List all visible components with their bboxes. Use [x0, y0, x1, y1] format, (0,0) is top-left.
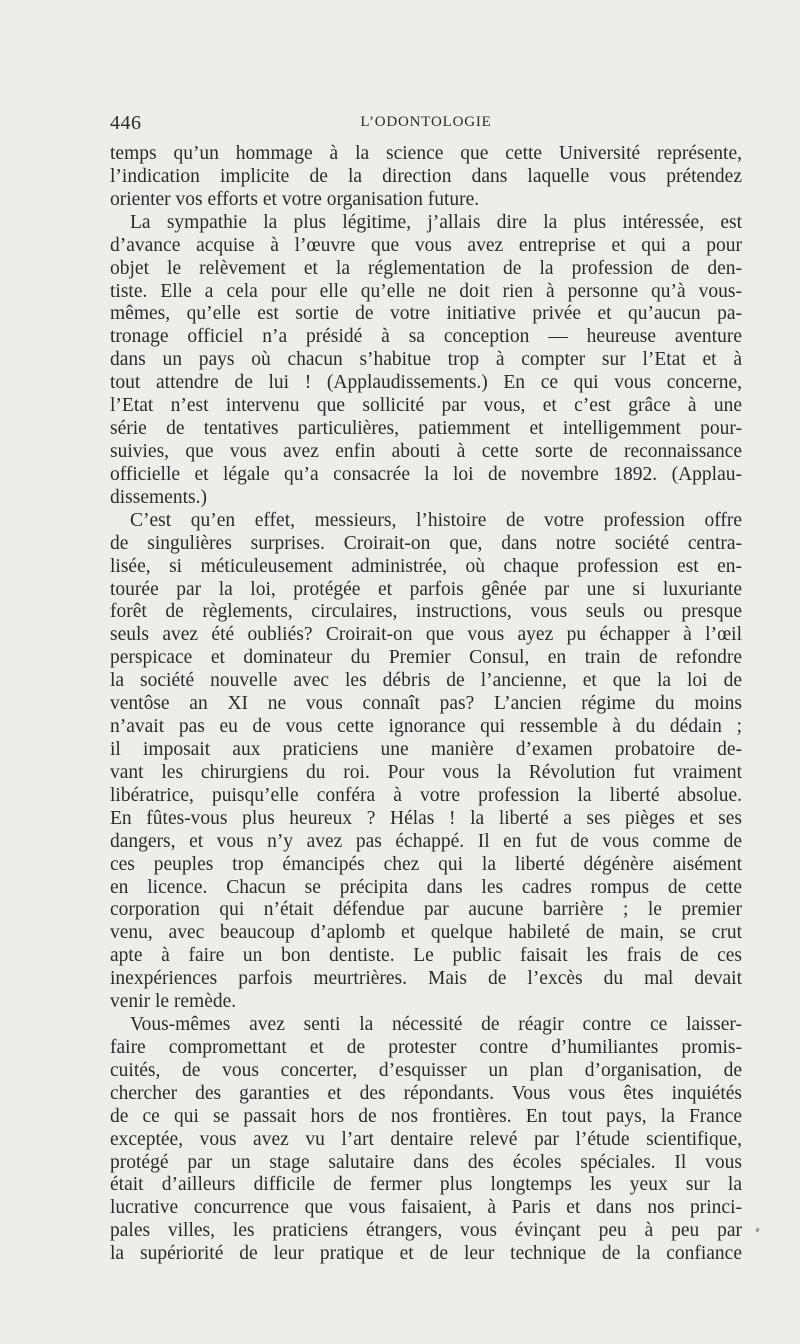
text-line: de ce qui se passait hors de nos frontières. En tout pays, la France [110, 1105, 742, 1127]
text-line: était d’ailleurs difficile de fermer plus longtemps les yeux sur la [110, 1174, 742, 1196]
text-line: vant les chirurgiens du roi. Pour vous la Révolution fut vraiment [110, 761, 742, 783]
text-line: apte à faire un bon dentiste. Le public faisait les frais de ces [110, 945, 742, 967]
text-line: pales villes, les praticiens étrangers, vous évinçant peu à peu par [110, 1220, 742, 1242]
text-line: forêt de règlements, circulaires, instructions, vous seuls ou presque [110, 601, 742, 623]
text-line: venir le remède. [110, 991, 237, 1013]
running-head [110, 112, 742, 136]
text-line: n’avait pas eu de vous cette ignorance qui ressemble à du dédain ; [110, 716, 742, 738]
text-line: chercher des garanties et des répondants. Vous vous êtes inquiétés [110, 1082, 742, 1104]
margin-speck [755, 1228, 759, 1233]
text-line: orienter vos efforts et votre organisation future. [110, 188, 480, 210]
text-line: suivies, que vous avez enfin abouti à cette sorte de reconnaissance [110, 440, 742, 462]
text-line: lisée, si méticuleusement administrée, où chaque profession est en- [110, 555, 742, 577]
text-line: corporation qui n’était défendue par aucune barrière ; le premier [110, 899, 742, 921]
page-number: 446 [110, 112, 142, 134]
text-line: l’indication implicite de la direction dans laquelle vous prétendez [110, 165, 742, 187]
text-line: mêmes, qu’elle est sortie de votre initiative privée et qu’aucun pa- [110, 303, 742, 325]
text-line: dangers, et vous n’y avez pas échappé. Il en fut de vous comme de [110, 830, 742, 852]
text-line: exceptée, vous avez vu l’art dentaire relevé par l’étude scientifique, [110, 1128, 742, 1150]
text-line: inexpériences parfois meurtrières. Mais de l’excès du mal devait [110, 968, 742, 990]
text-line: objet le relèvement et la réglementation de la profession de den- [110, 257, 742, 279]
text-line: cuités, de vous concerter, d’esquisser un plan d’organisation, de [110, 1059, 742, 1081]
text-line: il imposait aux praticiens une manière d’examen probatoire de- [110, 738, 742, 760]
body-text [110, 143, 742, 1266]
text-line: Vous-mêmes avez senti la nécessité de réagir contre ce laisser- [130, 1014, 742, 1036]
text-line: temps qu’un hommage à la science que cette Université représente, [110, 143, 742, 164]
text-line: seuls avez été oubliés? Croirait-on que vous ayez pu échapper à l’œil [110, 624, 742, 646]
text-line: lucrative concurrence que vous faisaient, à Paris et dans nos princi- [110, 1197, 742, 1219]
text-line: ventôse an XI ne vous connaît pas? L’ancien régime du moins [110, 693, 742, 715]
text-line: la société nouvelle avec les débris de l’ancienne, et que la loi de [110, 670, 742, 692]
text-line: libératrice, puisqu’elle conféra à votre profession la liberté absolue. [110, 784, 742, 806]
text-line: faire compromettant et de protester contre d’humiliantes promis- [110, 1036, 742, 1058]
text-line: en licence. Chacun se précipita dans les cadres rompus de cette [110, 876, 742, 898]
text-line: série de tentatives particulières, patiemment et intelligemment pour- [110, 418, 742, 440]
text-line: dissements.) [110, 486, 207, 508]
text-line: protégé par un stage salutaire dans des écoles spéciales. Il vous [110, 1151, 742, 1173]
text-line: En fûtes-vous plus heureux ? Hélas ! la liberté a ses pièges et ses [110, 807, 742, 829]
text-line: l’Etat n’est intervenu que sollicité par vous, et c’est grâce à une [110, 395, 742, 417]
text-line: tronage officiel n’a présidé à sa conception — heureuse aventure [110, 326, 742, 348]
text-line: La sympathie la plus légitime, j’allais dire la plus intéressée, est [130, 211, 742, 233]
text-line: d’avance acquise à l’œuvre que vous avez entreprise et qui a pour [110, 234, 742, 256]
text-line: officielle et légale qu’a consacrée la loi de novembre 1892. (Applau- [110, 463, 742, 485]
text-line: ces peuples trop émancipés chez qui la liberté dégénère aisément [110, 853, 742, 875]
text-line: de singulières surprises. Croirait-on que, dans notre société centra- [110, 532, 742, 554]
journal-title: L’ODONTOLOGIE [360, 114, 492, 130]
text-line: la supériorité de leur pratique et de leur technique de la confiance [110, 1243, 742, 1265]
text-line: C’est qu’en effet, messieurs, l’histoire de votre profession offre [130, 509, 742, 531]
text-line: tiste. Elle a cela pour elle qu’elle ne doit rien à personne qu’à vous- [110, 280, 742, 302]
text-line: perspicace et dominateur du Premier Consul, en train de refondre [110, 647, 742, 669]
text-line: tout attendre de lui ! (Applaudissements.) En ce qui vous concerne, [110, 372, 742, 394]
text-line: dans un pays où chacun s’habitue trop à compter sur l’Etat et à [110, 349, 742, 371]
text-line: venu, avec beaucoup d’aplomb et quelque habileté de main, se crut [110, 922, 742, 944]
text-line: tourée par la loi, protégée et parfois gênée par une si luxuriante [110, 578, 742, 600]
